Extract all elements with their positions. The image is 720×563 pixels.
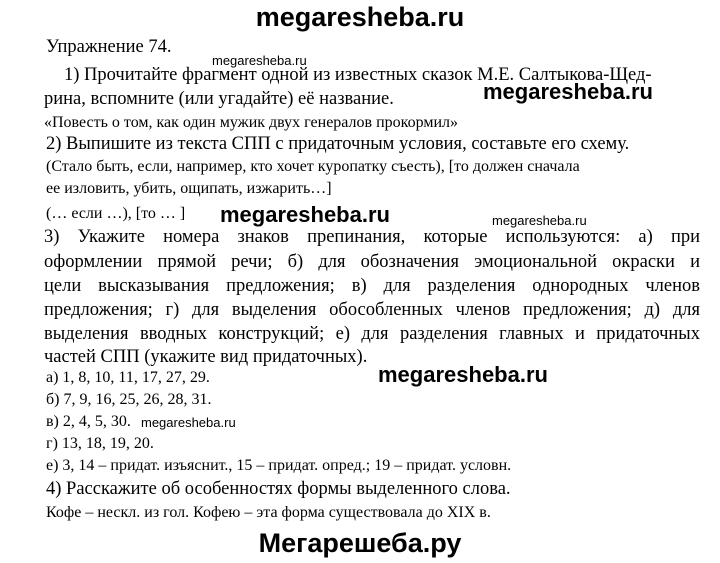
exercise-title: Упражнение 74. [46,37,172,57]
task2-text-line1: 2) Выпишите из текста СПП с придаточным условия, составьте его схему. [46,134,630,154]
task4-text-line1: 4) Расскажите об особенностях формы выделенного слова. [46,479,511,499]
watermark-small: megaresheba.ru [141,415,236,430]
task3-answer-a: а) 1, 8, 10, 11, 17, 27, 29. [46,369,210,386]
page-footer-watermark: Мегарешеба.ру [258,528,462,558]
task1-answer: «Повесть о том, как один мужик двух генералов прокормил» [44,114,459,131]
task3-text-line3: цели высказывания предложения; в) для разделения однородных членов [44,276,700,296]
task3-answer-g: г) 13, 18, 19, 20. [46,435,154,452]
watermark-bold: megaresheba.ru [483,79,653,104]
task3-text-line1: 3) Укажите номера знаков препинания, которые используются: а) при [44,227,700,247]
watermark-bold: megaresheba.ru [220,202,390,227]
task2-answer-line1: (Стало быть, если, например, кто хочет куропатку съесть), [то должен сначала [46,158,580,175]
task3-text-line6: частей СПП (укажите вид придаточных). [44,347,368,367]
task3-text-line2: оформлении прямой речи; б) для обозначения эмоциональной окраски и [44,252,700,272]
task1-text-line1: 1) Прочитайте фрагмент одной из известных сказок М.Е. Салтыкова-Щед- [64,65,652,85]
watermark-bold: megaresheba.ru [378,362,548,387]
watermark-small: megaresheba.ru [212,53,307,68]
task2-scheme: (… если …), [то … ] [46,205,186,222]
task3-answer-v: в) 2, 4, 5, 30. [46,413,131,430]
task1-text-line2: рина, вспомните (или угадайте) её название. [44,89,394,109]
task3-text-line5: выделения вводных конструкций; е) для разделения главных и придаточных [44,324,700,344]
task2-answer-line2: ее изловить, убить, ощипать, изжарить…] [46,180,332,197]
task3-text-line4: предложения; г) для выделения обособленных членов предложения; д) для [44,300,700,320]
task3-answer-e: е) 3, 14 – придат. изъяснит., 15 – придат. опред.; 19 – придат. условн. [46,457,512,474]
task4-answer: Кофе – нескл. из гол. Кофею – эта форма существовала до XIX в. [46,504,491,521]
watermark-small: megaresheba.ru [492,213,587,228]
task3-answer-b: б) 7, 9, 16, 25, 26, 28, 31. [46,391,212,408]
page-header-watermark: megaresheba.ru [255,2,465,32]
